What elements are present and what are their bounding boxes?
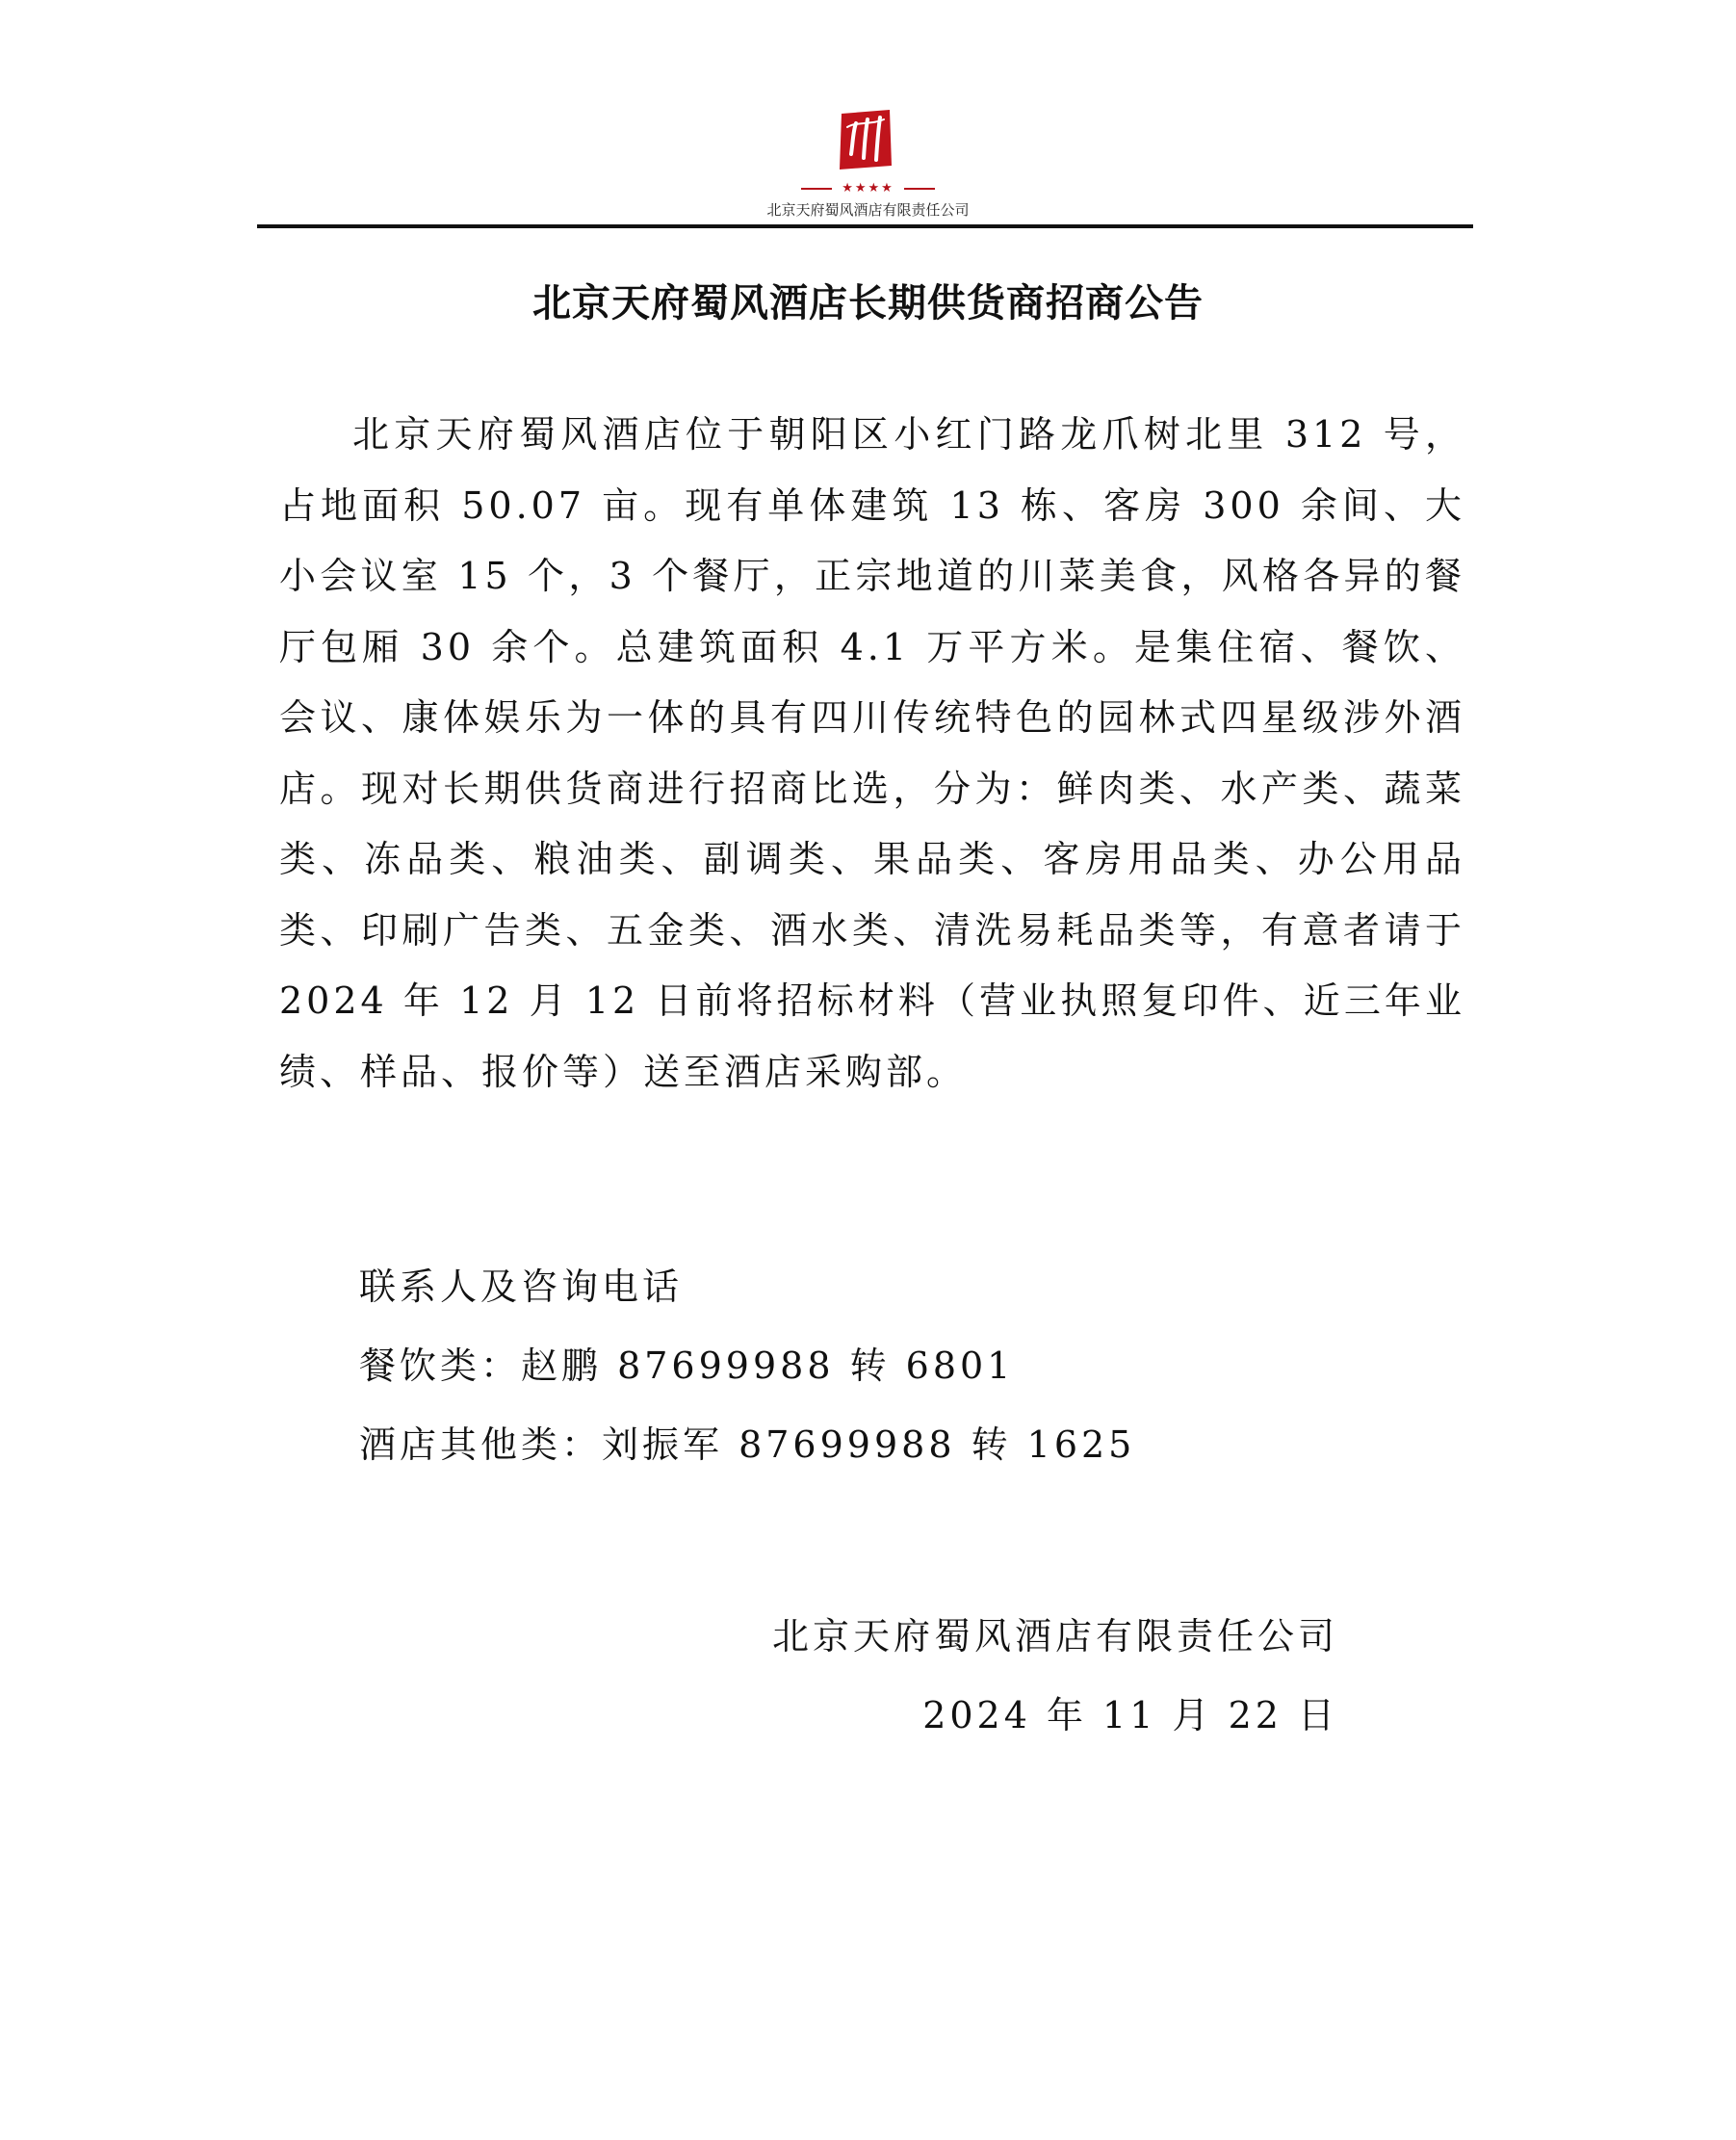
header-company-name: 北京天府蜀风酒店有限责任公司 (766, 201, 970, 219)
rating-stars (0, 181, 1736, 196)
stars-icon: ★★★★ (842, 181, 894, 196)
signature-block (693, 1597, 1338, 1755)
contact-line-catering: 餐饮类：赵鹏 87699988 转 6801 (359, 1344, 1015, 1387)
signature-company: 北京天府蜀风酒店有限责任公司 (771, 1615, 1338, 1657)
signature-date: 2024 年 11 月 22 日 (922, 1694, 1338, 1736)
letterhead (0, 106, 1736, 231)
hotel-logo (836, 106, 895, 173)
contact-heading: 联系人及咨询电话 (359, 1266, 684, 1308)
stars-left-dash (801, 188, 832, 190)
contact-line-other: 酒店其他类：刘振军 87699988 转 1625 (359, 1423, 1136, 1466)
contact-block (359, 1247, 1135, 1484)
header-divider (257, 224, 1473, 228)
page-title: 北京天府蜀风酒店长期供货商招商公告 (532, 281, 1204, 326)
announcement-body: 北京天府蜀风酒店位于朝阳区小红门路龙爪树北里 312 号，占地面积 50.07 亩。现有单体建筑 13 栋、客房 300 余间、大小会议室 15 个，3 个餐厅，正宗地道的川菜美食，风格各异的餐厅包厢 30 余个。总建筑面积 4.1 万平方米。是集住宿、餐饮、会议、康体娱乐为一体的具有四川传统特色的园林式四星级涉外酒店。现对长期供货商进行招商比选，分为：鲜肉类、水产类、蔬菜类、冻品类、粮油类、副调类、果品类、客房用品类、办公用品类、印刷广告类、五金类、酒水类、清洗易耗品类等，有意者请于 2024 年 12 月 12 日前将招标材料（营业执照复印件、近三年业绩、样品、报价等）送至酒店采购部。 (279, 413, 1465, 1093)
stars-right-dash (904, 188, 935, 190)
